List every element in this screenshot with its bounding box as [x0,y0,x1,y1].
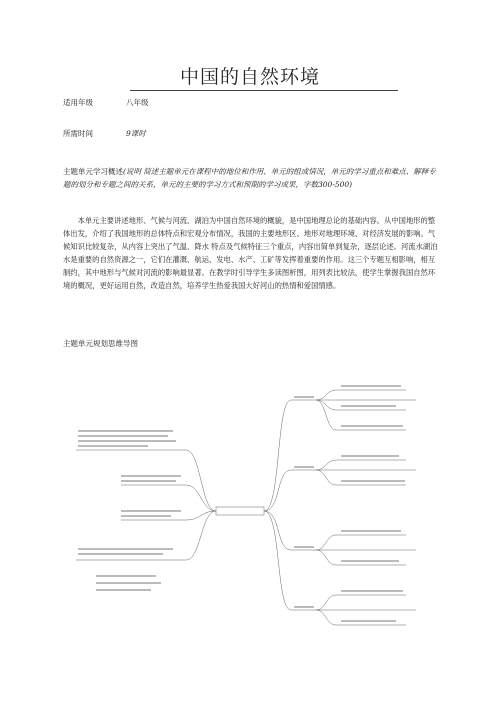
mindmap-section-title: 主题单元规划思维导图 [63,339,138,348]
intro-text: (说明 简述主题单元在课程中的地位和作用、单元的组成情况，单元的学习重点和难点、解释专题的划分和专题之间的关系，单元的主要的学习方式和预期的学习成果，字数300-500) [63,167,436,189]
title-underline [130,90,398,91]
time-row [63,128,146,139]
grade-row [63,97,149,108]
grade-value: 八年级 [126,98,149,107]
document-title: 中国的自然环境 [179,66,320,88]
time-label: 所需时间 [63,129,93,138]
unit-description: 本单元主要讲述地形、气候与河流、湖泊为中国自然环境的概貌，是中国地理总论的基础内容。从中国地形的整体出发，介绍了我国地形的总体特点和宏观分布情况，我国的主要地形区、地形对地理环境、对经济发展的影响。气候知识比较复杂，从内容上突出了气温、降水 特点及气候特征三个重点，内容出简单到复杂，逐层论述。河流水湖泊水是重要的自然资源之一，它们在灌溉、航运、发电、水产、工矿等发挥着重要的作用。这三个专题互相影响，相互制约，其中地形与气候对河流的影响最显著。在教学时引导学生多读图析图，用列表比较法，使学生掌握我国自然环境的概况，更好运用自然，改造自然，培养学生热爱我国大好河山的热情和爱国情感。 [63,216,438,290]
time-value: 9课时 [126,129,146,138]
grade-label: 适用年级 [63,98,93,107]
unit-overview [63,165,443,191]
mindmap-image [76,290,436,640]
intro-label: 主题单元学习概述 [63,167,123,176]
